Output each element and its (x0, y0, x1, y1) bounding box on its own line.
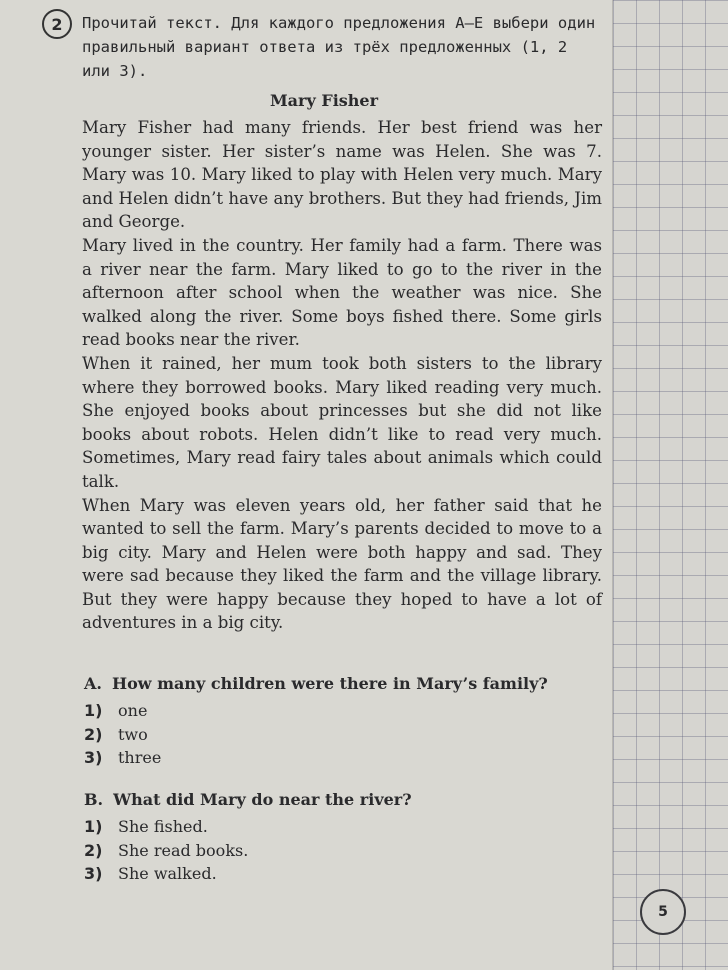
question-text (84, 790, 604, 809)
question-label: A. (84, 674, 102, 693)
option-number: 3) (84, 748, 103, 767)
option-number: 2) (84, 840, 103, 860)
option-text: two (118, 724, 148, 744)
question-prompt: How many children were there in Mary’s family? (111, 674, 548, 693)
answer-option[interactable] (84, 723, 604, 747)
story-paragraph: When Mary was eleven years old, her father said that he wanted to sell the farm. Mary’s parents decided to move to a big city. Mary and Helen were both happy and sad. They were sad because they liked the farm and the village library. But they were happy because they hoped to have a lot of adventures in a big city. (82, 495, 602, 633)
option-number: 1) (84, 701, 103, 720)
option-number: 3) (84, 864, 103, 883)
story-title: Mary Fisher (269, 91, 379, 110)
option-text: She walked. (118, 864, 217, 883)
answer-option[interactable] (84, 862, 604, 886)
question-b (84, 790, 604, 886)
question-a (84, 674, 604, 770)
option-text: one (118, 701, 148, 720)
option-text: She read books. (118, 840, 249, 860)
option-number: 1) (84, 817, 103, 836)
task-number-badge: 2 (42, 9, 72, 39)
story-text (82, 116, 602, 635)
answer-option[interactable] (84, 699, 604, 723)
story-paragraph: Mary Fisher had many friends. Her best friend was her younger sister. Her sister’s name was Helen. She was 7. Mary was 10. Mary liked to play with Helen very much. Mary and Helen didn’t have any brothers. But they had friends, Jim and George. (82, 118, 602, 232)
question-label: B. (84, 790, 104, 809)
grid-margin (612, 0, 728, 970)
answer-option[interactable] (84, 746, 604, 770)
page-number-badge: 5 (640, 889, 686, 935)
task-instruction: Прочитай текст. Для каждого предложения А–Е выбери один правильный вариант ответа из трёх предложенных (1, 2 или 3). (82, 14, 596, 80)
question-text (84, 674, 604, 693)
option-text: three (118, 748, 162, 767)
option-text: She fished. (118, 817, 208, 836)
option-number: 2) (84, 724, 103, 744)
question-prompt: What did Mary do near the river? (113, 790, 412, 809)
answer-option[interactable] (84, 839, 604, 863)
story-paragraph: When it rained, her mum took both sisters to the library where they borrowed books. Mary liked reading very much. She enjoyed books about princesses but she did not like books about robots. Helen didn’t like to read very much. Sometimes, Mary read fairy tales about animals which could talk. (82, 353, 602, 491)
answer-option[interactable] (84, 815, 604, 839)
story-paragraph: Mary lived in the country. Her family had a farm. There was a river near the farm. Mary liked to go to the river in the afternoon after school when the weather was nice. She walked along the river. Some boys fished there. Some girls read books near the river. (82, 235, 602, 350)
